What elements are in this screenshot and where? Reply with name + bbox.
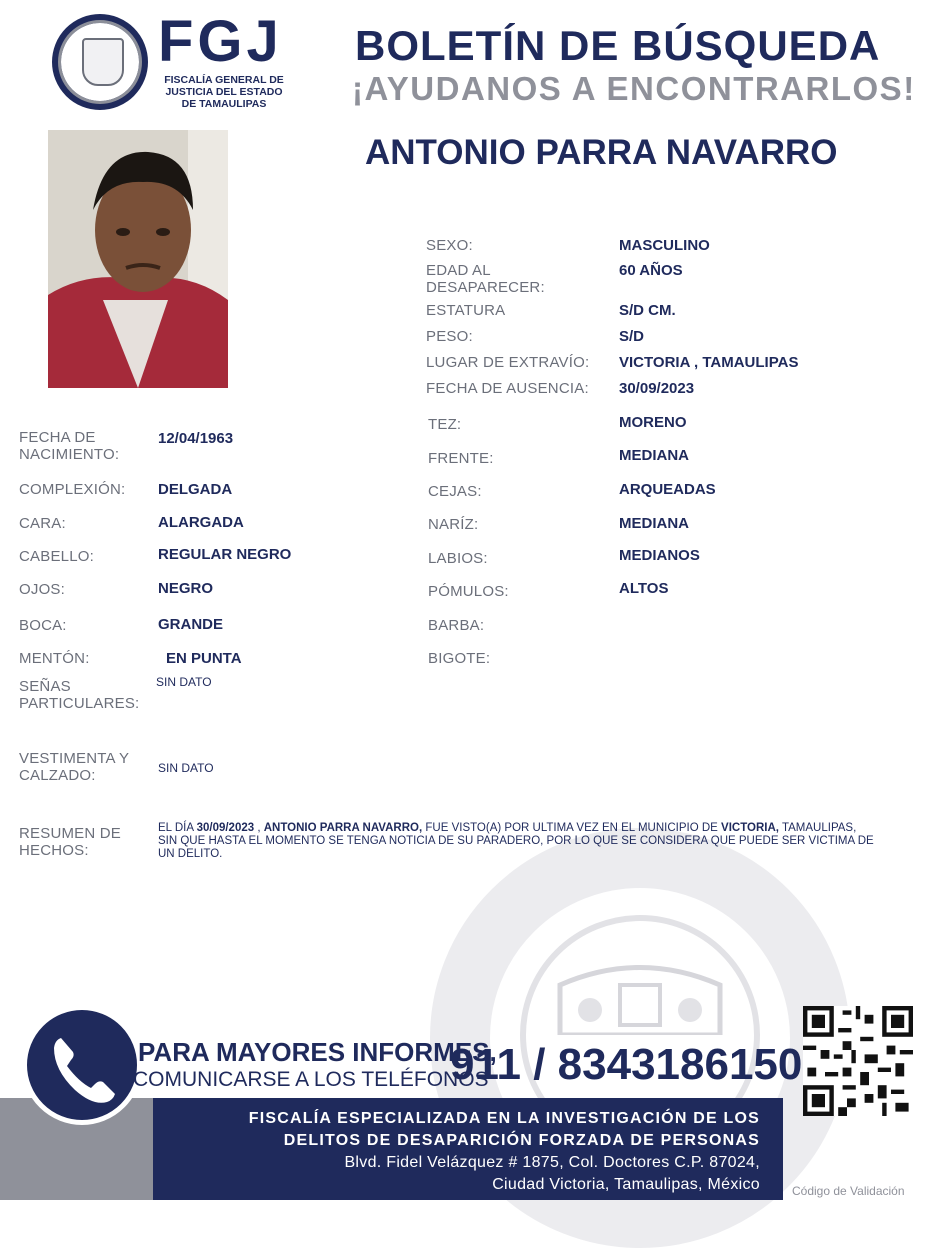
label-peso: PESO: [426,328,473,345]
value-tez: MORENO [619,414,687,431]
label-vestimenta: VESTIMENTA Y CALZADO: [19,750,129,784]
watermark-seal-icon [550,955,730,1035]
label-resumen: RESUMEN DE HECHOS: [19,825,122,859]
label-pomulos: PÓMULOS: [428,583,509,600]
value-cabello: REGULAR NEGRO [158,546,292,563]
seal-icon [82,38,124,86]
person-name: ANTONIO PARRA NAVARRO [365,133,838,172]
value-labios: MEDIANOS [619,547,700,564]
label-ojos: OJOS: [19,581,66,598]
label-lugar: LUGAR DE EXTRAVÍO: [426,354,590,371]
bulletin-subtitle: ¡AYUDANOS A ENCONTRARLOS! [352,70,916,107]
label-fecha-ausencia: FECHA DE AUSENCIA: [426,380,589,397]
label-complexion: COMPLEXIÓN: [19,481,126,498]
contact-phones[interactable]: 911 / 8343186150 [450,1040,803,1089]
summary-text: EL DÍA 30/09/2023 , ANTONIO PARRA NAVARRO, FUE VISTO(A) POR ULTIMA VEZ EN EL MUNICIPIO DE VICTORIA, TAMAULIPAS, SIN QUE HASTA EL MOMENTO SE TENGA NOTICIA DE SU PARADERO, POR LO QUE SE CONSIDERA QUE PUEDE SER VICTIMA DE UN DELITO. [158,822,874,860]
value-cara: ALARGADA [158,514,244,531]
label-cabello: CABELLO: [19,548,94,565]
value-nariz: MEDIANA [619,515,689,532]
value-senas: SIN DATO [156,675,212,689]
label-cejas: CEJAS: [428,483,482,500]
phone-icon-circle [22,1005,142,1125]
value-peso: S/D [619,328,645,345]
label-barba: BARBA: [428,617,485,634]
bulletin-title: BOLETÍN DE BÚSQUEDA [355,22,881,69]
value-ojos: NEGRO [158,580,214,597]
phone-icon [27,1010,137,1120]
value-estatura: S/D CM. [619,302,676,319]
contact-line-2: COMUNICARSE A LOS TELÉFONOS [133,1068,489,1091]
value-fecha-nacimiento: 12/04/1963 [158,430,234,447]
value-fecha-ausencia: 30/09/2023 [619,380,695,397]
label-nariz: NARÍZ: [428,516,479,533]
label-senas: SEÑAS PARTICULARES: [19,678,140,712]
label-tez: TEZ: [428,416,462,433]
qr-code[interactable] [803,1006,913,1116]
value-complexion: DELGADA [158,481,233,498]
label-cara: CARA: [19,515,66,532]
value-edad: 60 AÑOS [619,262,683,279]
label-fecha-nacimiento: FECHA DE NACIMIENTO: [19,429,120,463]
value-cejas: ARQUEADAS [619,481,716,498]
office-info: FISCALÍA ESPECIALIZADA EN LA INVESTIGACIÓN DE LOS DELITOS DE DESAPARICIÓN FORZADA DE PERSONAS Blvd. Fidel Velázquez # 1875, Col. Doctores C.P. 87024, Ciudad Victoria, Tamaulipas, México [248,1110,760,1193]
label-labios: LABIOS: [428,550,488,567]
value-vestimenta: SIN DATO [158,761,214,775]
label-frente: FRENTE: [428,450,494,467]
fgj-logo-subtitle: FISCALÍA GENERAL DE JUSTICIA DEL ESTADO DE TAMAULIPAS [164,74,284,110]
label-edad: EDAD AL DESAPARECER: [426,262,545,296]
value-frente: MEDIANA [619,447,689,464]
value-sexo: MASCULINO [619,237,710,254]
label-sexo: SEXO: [426,237,473,254]
value-pomulos: ALTOS [619,580,669,597]
label-estatura: ESTATURA [426,302,506,319]
label-bigote: BIGOTE: [428,650,491,667]
fgj-logo-text: FGJ [158,9,283,74]
value-lugar: VICTORIA , TAMAULIPAS [619,354,799,371]
value-menton: EN PUNTA [166,650,242,667]
validation-code-label: Código de Validación [792,1184,905,1198]
label-menton: MENTÓN: [19,650,90,667]
person-photo [48,130,228,388]
contact-line-1: PARA MAYORES INFORMES, [138,1037,497,1067]
label-boca: BOCA: [19,617,67,634]
value-boca: GRANDE [158,616,224,633]
